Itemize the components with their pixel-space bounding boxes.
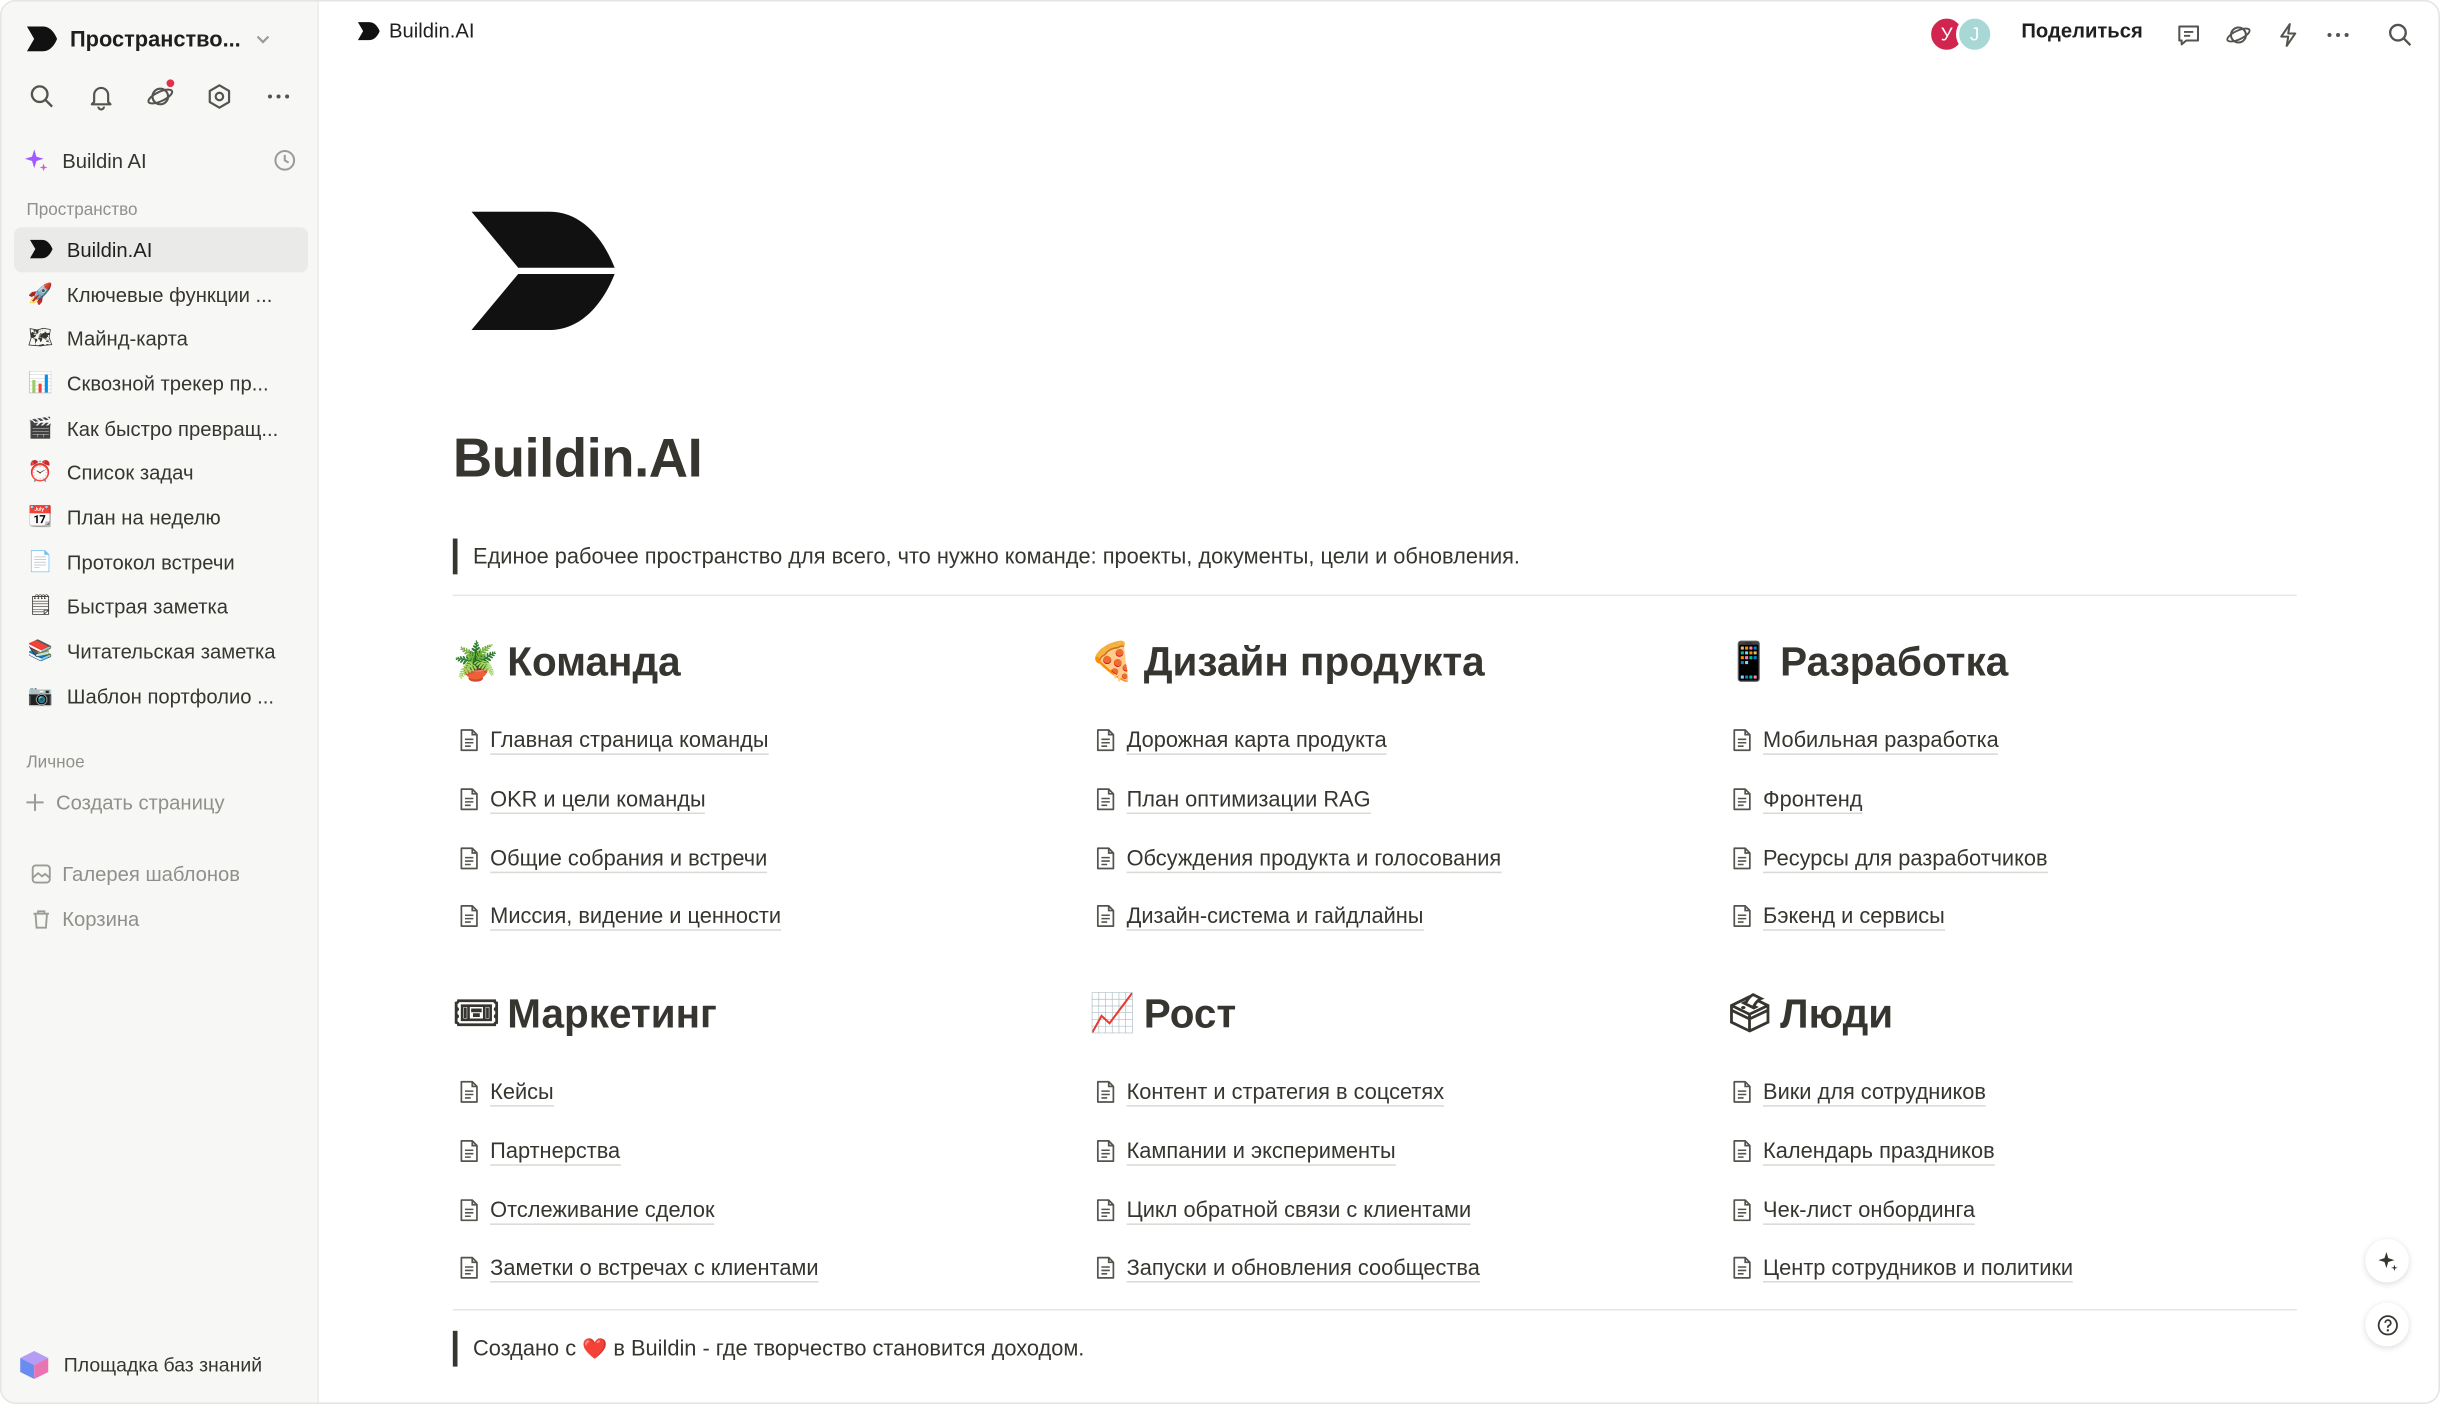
clapper-emoji-icon: 🎬 [27, 416, 54, 440]
avatar[interactable]: J [1956, 16, 1993, 53]
page-link[interactable] [1089, 711, 1680, 770]
templates-gallery-button[interactable] [30, 856, 240, 890]
page-link-label: Дорожная карта продукта [1127, 726, 1387, 756]
page-link[interactable] [1726, 770, 2317, 829]
page-link[interactable] [453, 887, 1044, 946]
document-icon [453, 846, 490, 869]
page-tree [14, 227, 308, 718]
comments-button[interactable] [2171, 17, 2205, 51]
page-link-label: Бэкенд и сервисы [1763, 902, 1945, 932]
page-link-label: Запуски и обновления сообщества [1127, 1254, 1480, 1284]
help-icon [2375, 1313, 2398, 1336]
explore-button[interactable] [138, 73, 180, 118]
section-links [1089, 1063, 1680, 1298]
section-column [1089, 985, 1680, 1297]
brand-logo-icon [26, 236, 54, 264]
page-emoji-icon: 📄 [27, 550, 54, 574]
share-button[interactable]: Поделиться [2021, 18, 2143, 43]
section-heading[interactable] [453, 985, 1044, 1041]
document-icon [1726, 729, 1763, 752]
document-icon [1089, 1257, 1126, 1280]
trash-button[interactable] [30, 901, 140, 935]
page-link-label: Главная страница команды [490, 726, 768, 756]
page-link-label: План оптимизации RAG [1127, 785, 1371, 815]
intro-quote[interactable]: Единое рабочее пространство для всего, что нужно команде: проекты, документы, цели и обновления. [453, 539, 1520, 575]
page-link-label: Заметки о встречах с клиентами [490, 1254, 818, 1284]
section-links [1089, 711, 1680, 946]
page-link-label: OKR и цели команды [490, 785, 705, 815]
page-link[interactable] [1089, 770, 1680, 829]
sidebar-item-label: Buildin.AI [66, 237, 153, 262]
bell-icon [86, 82, 114, 110]
page-title[interactable]: Buildin.AI [452, 428, 703, 489]
sidebar [2, 2, 319, 1404]
comment-icon [2175, 21, 2201, 47]
sidebar-item-label: Список задач [66, 461, 194, 485]
page-link[interactable] [1726, 1122, 2317, 1181]
page-link[interactable] [1089, 1122, 1680, 1181]
section-column [1726, 633, 2317, 945]
page-link-label: Фронтенд [1763, 785, 1862, 815]
books-emoji-icon: 📚 [27, 639, 54, 664]
page-link[interactable] [453, 770, 1044, 829]
sidebar-item-label: Ключевые функции ... [66, 282, 273, 306]
search-icon [2386, 21, 2412, 47]
section-emoji-icon: 🗳 [1725, 991, 1774, 1036]
breadcrumb-label: Buildin.AI [389, 18, 475, 43]
page-link-label: Миссия, видение и ценности [490, 902, 781, 932]
sidebar-item-label: План на неделю [66, 505, 221, 530]
brand-logo-icon [358, 21, 380, 40]
sidebar-item[interactable] [14, 674, 308, 719]
page-logo-icon[interactable] [471, 212, 614, 330]
more-button[interactable] [257, 73, 299, 118]
collaborators[interactable] [1928, 16, 1993, 53]
trash-label: Корзина [62, 906, 140, 931]
sidebar-item[interactable] [14, 540, 308, 585]
top-bar [321, 2, 2439, 67]
workspace-switcher[interactable] [17, 17, 291, 61]
create-page-label: Создать страницу [56, 789, 225, 814]
divider [453, 595, 2297, 597]
page-link[interactable] [1726, 711, 2317, 770]
section-column [1089, 633, 1680, 945]
settings-button[interactable] [198, 73, 240, 118]
document-icon [1089, 788, 1126, 811]
sparkle-icon [2375, 1249, 2398, 1272]
section-heading[interactable] [1726, 985, 2317, 1041]
section-links [1726, 711, 2317, 946]
document-icon [1726, 1198, 1763, 1221]
document-icon [1726, 1081, 1763, 1104]
notification-badge [165, 78, 176, 89]
document-icon [1726, 788, 1763, 811]
sidebar-item-label: Сквозной трекер пр... [66, 371, 269, 396]
page-content [321, 67, 2439, 1402]
section-emoji-icon: 📈 [1089, 991, 1136, 1036]
footer-text-before: Создано с [473, 1335, 583, 1361]
sidebar-item-label: Шаблон портфолио ... [66, 684, 275, 708]
breadcrumb[interactable] [358, 19, 475, 42]
search-button[interactable] [20, 73, 62, 118]
gear-icon [205, 82, 233, 110]
section-emoji-icon: 🪴 [452, 639, 500, 684]
sidebar-item[interactable] [14, 227, 308, 272]
sidebar-item-label: Как быстро превращ... [66, 416, 279, 440]
buildin-ai-item[interactable] [14, 140, 307, 180]
page-link[interactable] [1089, 887, 1680, 946]
planet-icon [2224, 21, 2250, 47]
section-heading[interactable] [1726, 633, 2317, 689]
sidebar-item[interactable] [14, 406, 308, 451]
page-link[interactable] [1726, 1239, 2317, 1298]
help-button[interactable] [2365, 1303, 2409, 1347]
document-icon [1089, 1081, 1126, 1104]
map-emoji-icon: 🗺 [27, 327, 54, 351]
section-emoji-icon: 🎟 [452, 991, 501, 1036]
page-link[interactable] [453, 1063, 1044, 1122]
page-link-label: Общие собрания и встречи [490, 843, 767, 873]
document-icon [453, 905, 490, 928]
document-icon [453, 1198, 490, 1221]
page-link-label: Цикл обратной связи с клиентами [1127, 1195, 1472, 1225]
page-link[interactable] [453, 1122, 1044, 1181]
document-icon [1089, 846, 1126, 869]
more-button[interactable] [2320, 17, 2354, 51]
rocket-emoji-icon: 🚀 [27, 282, 54, 306]
page-link[interactable] [1089, 1063, 1680, 1122]
plus-icon [23, 790, 46, 813]
page-link[interactable] [1089, 1180, 1680, 1239]
more-horizontal-icon [2324, 21, 2350, 47]
section-links [453, 1063, 1044, 1298]
chart-emoji-icon: 📊 [27, 371, 54, 396]
document-icon [1726, 846, 1763, 869]
page-link[interactable] [1089, 829, 1680, 888]
calendar-emoji-icon: 📆 [27, 505, 54, 530]
gallery-icon [30, 862, 53, 885]
page-link-label: Чек-лист онбординга [1763, 1195, 1975, 1225]
page-link-label: Мобильная разработка [1763, 726, 1999, 756]
sidebar-toolbar [20, 73, 299, 118]
history-icon[interactable] [272, 148, 297, 173]
section-links [1726, 1063, 2317, 1298]
section-title: Разработка [1780, 637, 2009, 685]
document-icon [453, 1081, 490, 1104]
alarm-emoji-icon: ⏰ [27, 461, 54, 485]
knowledge-base-icon [17, 1349, 51, 1380]
sidebar-item-label: Протокол встречи [66, 550, 235, 574]
document-icon [1726, 1257, 1763, 1280]
document-icon [1089, 729, 1126, 752]
page-link[interactable] [1726, 887, 2317, 946]
page-link[interactable] [1089, 1239, 1680, 1298]
document-icon [453, 788, 490, 811]
ai-assistant-button[interactable] [2365, 1239, 2409, 1283]
brand-logo-icon [26, 26, 57, 51]
note-emoji-icon: 🗒 [27, 595, 54, 619]
footer-text-after: в Buildin - где творчество становится доходом. [607, 1335, 1085, 1361]
trash-icon [30, 907, 53, 930]
document-icon [1089, 905, 1126, 928]
sparkle-icon [23, 148, 48, 173]
sidebar-item[interactable] [14, 361, 308, 406]
page-link-label: Партнерства [490, 1136, 620, 1166]
page-link-label: Ресурсы для разработчиков [1763, 843, 2048, 873]
section-heading[interactable] [453, 633, 1044, 689]
create-page-button[interactable] [23, 784, 224, 818]
notifications-button[interactable] [79, 73, 121, 118]
page-link[interactable] [1726, 829, 2317, 888]
page-link[interactable] [453, 1239, 1044, 1298]
page-link-label: Вики для сотрудников [1763, 1078, 1986, 1108]
avatar[interactable]: У [1928, 16, 1965, 53]
lightning-icon [2274, 21, 2300, 47]
sidebar-item[interactable] [14, 629, 308, 674]
sidebar-item[interactable] [14, 584, 308, 629]
page-link-label: Отслеживание сделок [490, 1195, 714, 1225]
updates-button[interactable] [2270, 17, 2304, 51]
sidebar-item-label: Читательская заметка [66, 639, 276, 664]
section-label-space: Пространство [26, 200, 138, 220]
page-link-label: Центр сотрудников и политики [1763, 1254, 2073, 1284]
section-title: Люди [1780, 989, 1894, 1036]
page-link-label: Кампании и эксперименты [1127, 1136, 1396, 1166]
page-link-label: Календарь праздников [1763, 1136, 1995, 1166]
templates-gallery-label: Галерея шаблонов [62, 861, 241, 885]
section-heading[interactable] [1089, 985, 1680, 1041]
section-title: Дизайн продукта [1143, 637, 1485, 685]
buildin-ai-label: Buildin AI [62, 148, 147, 172]
sidebar-item-label: Быстрая заметка [66, 595, 229, 619]
section-links [453, 711, 1044, 946]
document-icon [1089, 1139, 1126, 1162]
document-icon [453, 1139, 490, 1162]
section-column [453, 985, 1044, 1297]
search-button[interactable] [2382, 17, 2416, 51]
section-title: Команда [507, 637, 681, 685]
page-link-label: Кейсы [490, 1078, 554, 1108]
workspace-name: Пространство... [70, 26, 241, 52]
footer-quote[interactable] [453, 1331, 1085, 1367]
search-icon [27, 82, 55, 110]
section-title: Маркетинг [507, 989, 717, 1036]
chevron-down-icon [253, 30, 272, 49]
knowledge-base-button[interactable] [17, 1349, 262, 1380]
section-column [453, 633, 1044, 945]
document-icon [1726, 1139, 1763, 1162]
sidebar-item[interactable] [14, 451, 308, 496]
document-icon [1089, 1198, 1126, 1221]
sidebar-item[interactable] [14, 272, 308, 317]
section-column [1726, 985, 2317, 1297]
page-link-label: Обсуждения продукта и голосования [1127, 843, 1502, 873]
page-link[interactable] [1726, 1180, 2317, 1239]
section-label-personal: Личное [26, 753, 85, 773]
document-icon [453, 1257, 490, 1280]
page-link-label: Дизайн-система и гайдлайны [1127, 902, 1424, 932]
more-horizontal-icon [264, 82, 292, 110]
page-link-label: Контент и стратегия в соцсетях [1127, 1078, 1444, 1108]
publish-button[interactable] [2221, 17, 2255, 51]
sidebar-item[interactable] [14, 317, 308, 362]
document-icon [453, 729, 490, 752]
knowledge-base-label: Площадка баз знаний [63, 1354, 263, 1376]
sidebar-item[interactable] [14, 495, 308, 540]
page-link[interactable] [1726, 1063, 2317, 1122]
camera-emoji-icon: 📷 [27, 684, 54, 708]
divider [453, 1309, 2297, 1311]
section-emoji-icon: 📱 [1725, 639, 1773, 684]
heart-icon: ❤️ [582, 1338, 608, 1362]
section-emoji-icon: 🍕 [1089, 639, 1136, 684]
page-link[interactable] [453, 1180, 1044, 1239]
document-icon [1726, 905, 1763, 928]
section-title: Рост [1143, 989, 1237, 1036]
section-heading[interactable] [1089, 633, 1680, 689]
page-link[interactable] [453, 711, 1044, 770]
sidebar-item-label: Майнд-карта [66, 327, 188, 351]
page-link[interactable] [453, 829, 1044, 888]
